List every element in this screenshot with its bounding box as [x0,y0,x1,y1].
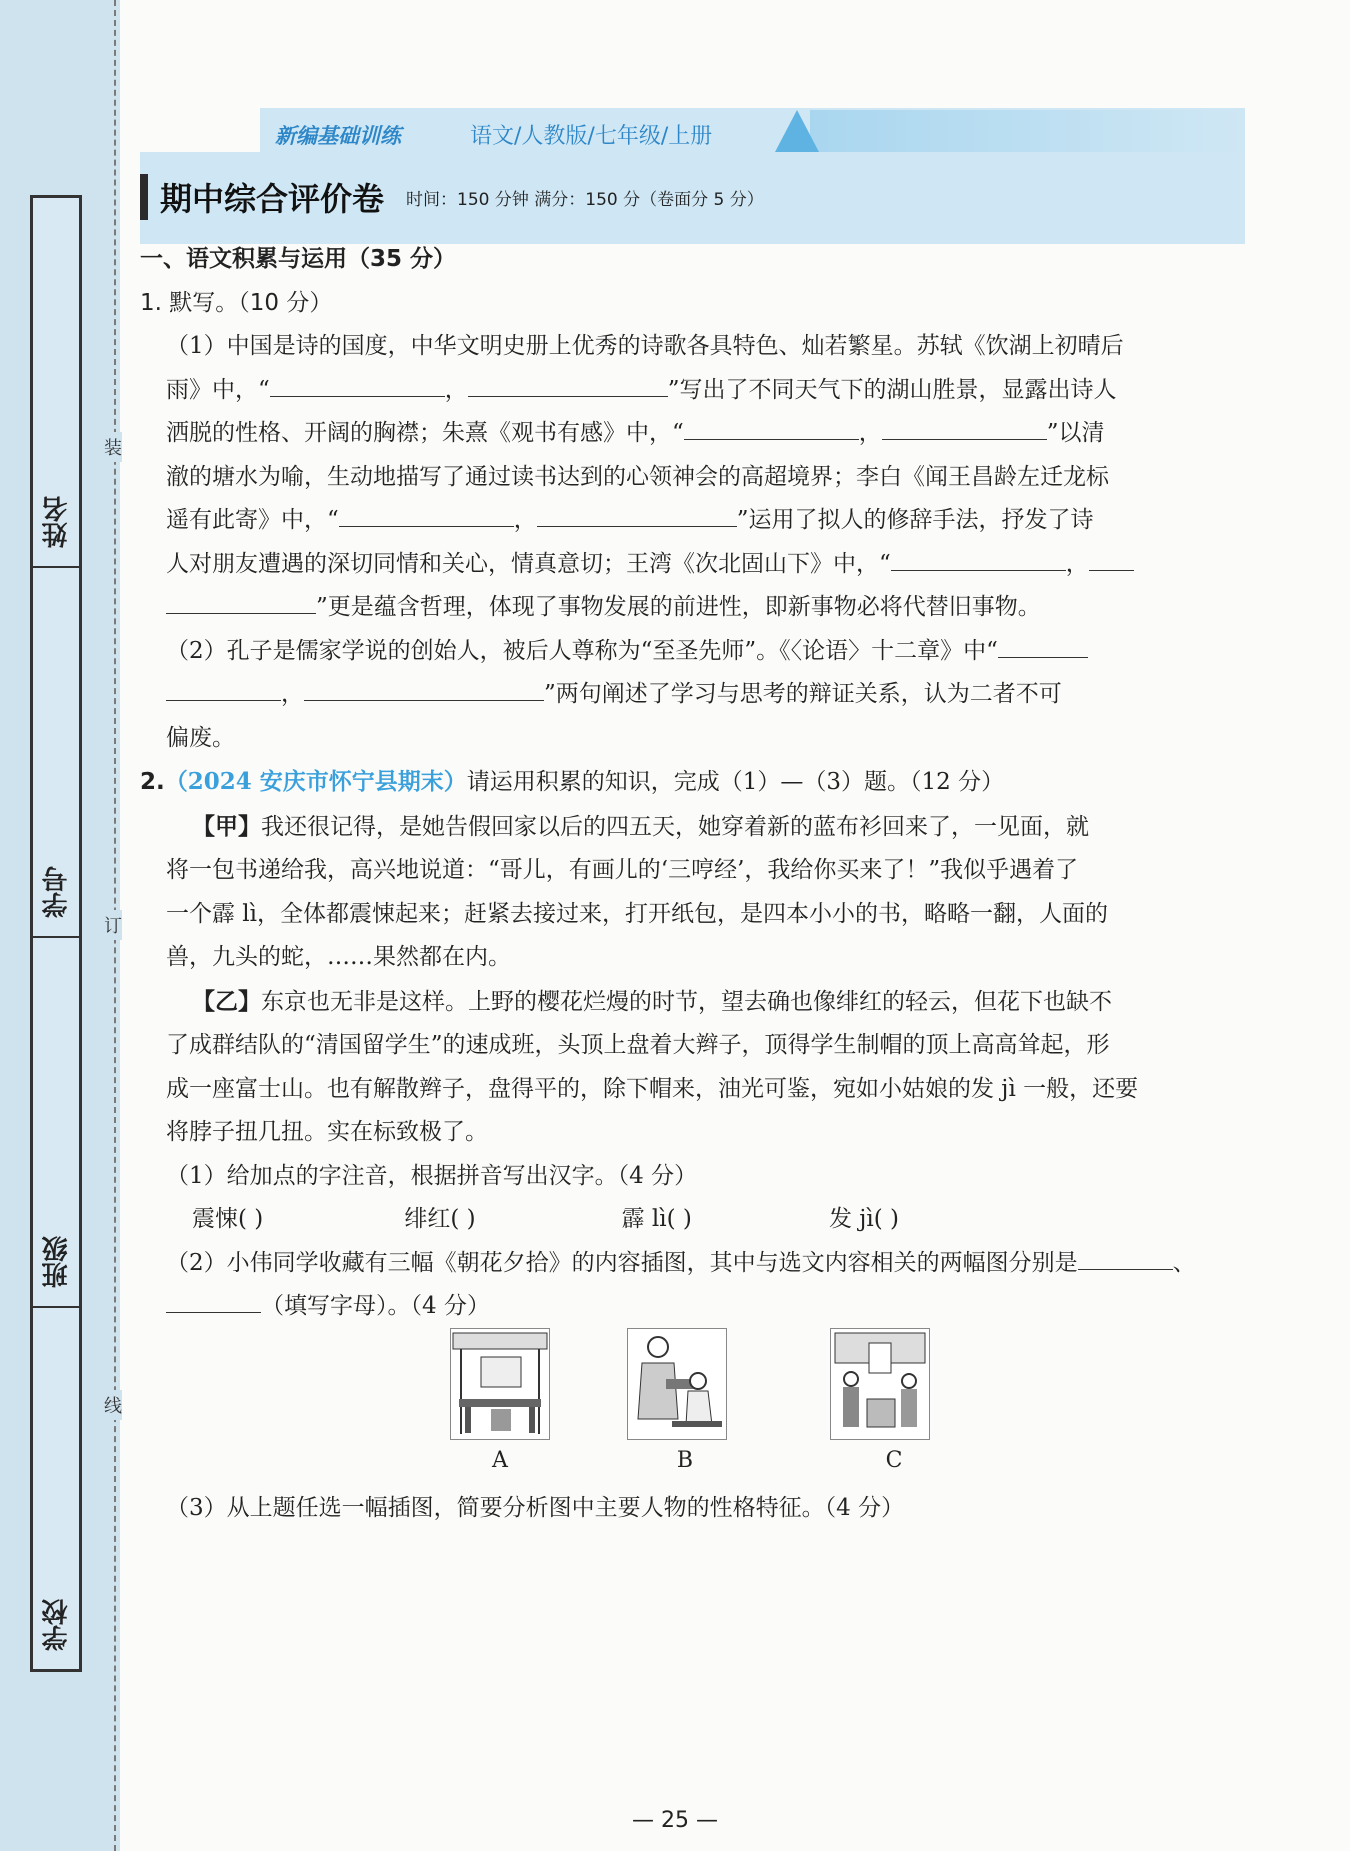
figures-illustration-icon [628,1329,726,1439]
fill-item[interactable]: 绯红( ) [404,1206,476,1232]
sub-question-1: （1）给加点的字注音，根据拼音写出汉字。（4 分） [166,1162,698,1189]
answer-blank[interactable] [1089,569,1134,571]
class-field: 班级 [33,938,79,1308]
binding-mark-zhuang: 装 [104,432,122,462]
student-info-box [30,195,82,1672]
q1-line: ”更是蕴含哲理，体现了事物发展的前进性，即新事物必将代替旧事物。 [140,586,1250,630]
illustration-c [830,1328,930,1440]
answer-blank[interactable] [468,395,668,397]
passage-yi-line: 将脖子扭几扭。实在标致极了。 [166,1119,488,1145]
passage-jia-line: 一个霹 lì，全体都震悚起来；赶紧去接过来，打开纸包，是四本小小的书，略略一翻，人面的 [166,900,1109,927]
illustration-label-c: C [885,1448,903,1473]
passage-yi-line: 成一座富士山。也有解散辫子，盘得平的，除下帽来，油光可鉴，宛如小姑娘的发 jì 一般，还要 [166,1075,1139,1102]
fill-item[interactable]: 震悚( ) [192,1206,264,1232]
exam-content [140,238,1250,1329]
triangle-icon [775,110,819,152]
student-id-field: 学号 [33,568,79,938]
page-number: — 25 — [632,1808,718,1833]
q1-line: ， ”两句阐述了学习与思考的辩证关系，认为二者不可 [140,673,1250,717]
illustration-b [627,1328,727,1440]
title-row [140,165,764,229]
sub-question-3: （3）从上题任选一幅插图，简要分析图中主要人物的性格特征。（4 分） [166,1495,905,1521]
fill-item[interactable]: 发 jì( ) [828,1206,899,1232]
fill-item[interactable]: 霹 lì( ) [621,1206,692,1232]
q1-line: 遥有此寄》中，“ ， ”运用了拟人的修辞手法，抒发了诗 [166,507,1094,533]
q1-line: 洒脱的性格、开阔的胸襟；朱熹《观书有感》中，“ ， ”以清 [166,420,1105,446]
answer-blank[interactable] [166,1311,261,1313]
answer-blank[interactable] [270,395,445,397]
school-field: 学校 [41,1599,72,1651]
series-name: 新编基础训练 [275,123,401,148]
passage-jia-line: 将一包书递给我，高兴地说道：“哥儿，有画儿的‘三哼经’，我给你买来了！”我似乎遇着了 [166,857,1079,883]
page-title: 期中综合评价卷 [140,174,384,220]
q1-line: （1）中国是诗的国度，中华文明史册上优秀的诗歌各具特色、灿若繁星。苏轼《饮湖上初晴后 [166,333,1124,359]
passage-jia-line: 兽，九头的蛇，……果然都在内。 [166,944,511,970]
q1-line: 澈的塘水为喻，生动地描写了通过读书达到的心领神会的高超境界；李白《闻王昌龄左迁龙标 [166,463,1109,490]
illustration-a [450,1328,550,1440]
sub-question-2: （填写字母）。（4 分） [140,1285,1250,1329]
answer-blank[interactable] [537,525,737,527]
fill-items [140,1198,1250,1242]
passage-yi-line: 了成群结队的“清国留学生”的速成班，头顶上盘着大辫子，顶得学生制帽的顶上高高耸起，形 [166,1032,1110,1058]
answer-blank[interactable] [166,612,316,614]
binding-mark-xian: 线 [104,1390,122,1420]
section-heading: 一、语文积累与运用（35 分） [140,246,457,272]
subject-info: 语文/人教版/七年级/上册 [470,124,713,149]
sub-question-2: （2）小伟同学收藏有三幅《朝花夕拾》的内容插图，其中与选文内容相关的两幅图分别是 、 [166,1249,1196,1276]
answer-blank[interactable] [684,438,859,440]
q1-line: 人对朋友遭遇的深切同情和关心，情真意切；王湾《次北固山下》中，“ ， [140,543,1250,587]
q1-line: 偏废。 [166,724,235,751]
name-field: 姓名 [33,198,79,568]
illustration-label-a: A [492,1448,508,1473]
answer-blank[interactable] [891,569,1066,571]
q1-line: 雨》中，“ ， ”写出了不同天气下的湖山胜景，显露出诗人 [166,376,1117,403]
passage-yi: 【乙】东京也无非是这样。上野的樱花烂熳的时节，望去确也像绯红的轻云，但花下也缺不 [192,987,1112,1015]
binding-mark-ding: 订 [104,910,122,940]
answer-blank[interactable] [304,699,544,701]
question-source: （2024 安庆市怀宁县期末） [164,768,467,795]
room-illustration-icon [831,1329,929,1439]
classroom-illustration-icon [451,1329,549,1439]
header-gradient [810,110,1245,152]
answer-blank[interactable] [882,438,1047,440]
answer-blank[interactable] [998,656,1088,658]
illustration-label-b: B [676,1448,694,1473]
exam-meta: 时间：150 分钟 满分：150 分（卷面分 5 分） [406,189,764,210]
answer-blank[interactable] [166,699,281,701]
answer-blank[interactable] [339,525,514,527]
q1-line: （2）孔子是儒家学说的创始人，被后人尊称为“至圣先师”。《〈论语〉十二章》中“ [140,630,1250,674]
question-2-label: 2.（2024 安庆市怀宁县期末）请运用积累的知识，完成（1）—（3）题。（12 分） [140,768,1005,795]
passage-jia: 【甲】我还很记得，是她告假回家以后的四五天，她穿着新的蓝布衫回来了，一见面，就 [192,812,1089,840]
question-1-label: 1. 默写。（10 分） [140,289,333,316]
answer-blank[interactable] [1078,1268,1173,1270]
